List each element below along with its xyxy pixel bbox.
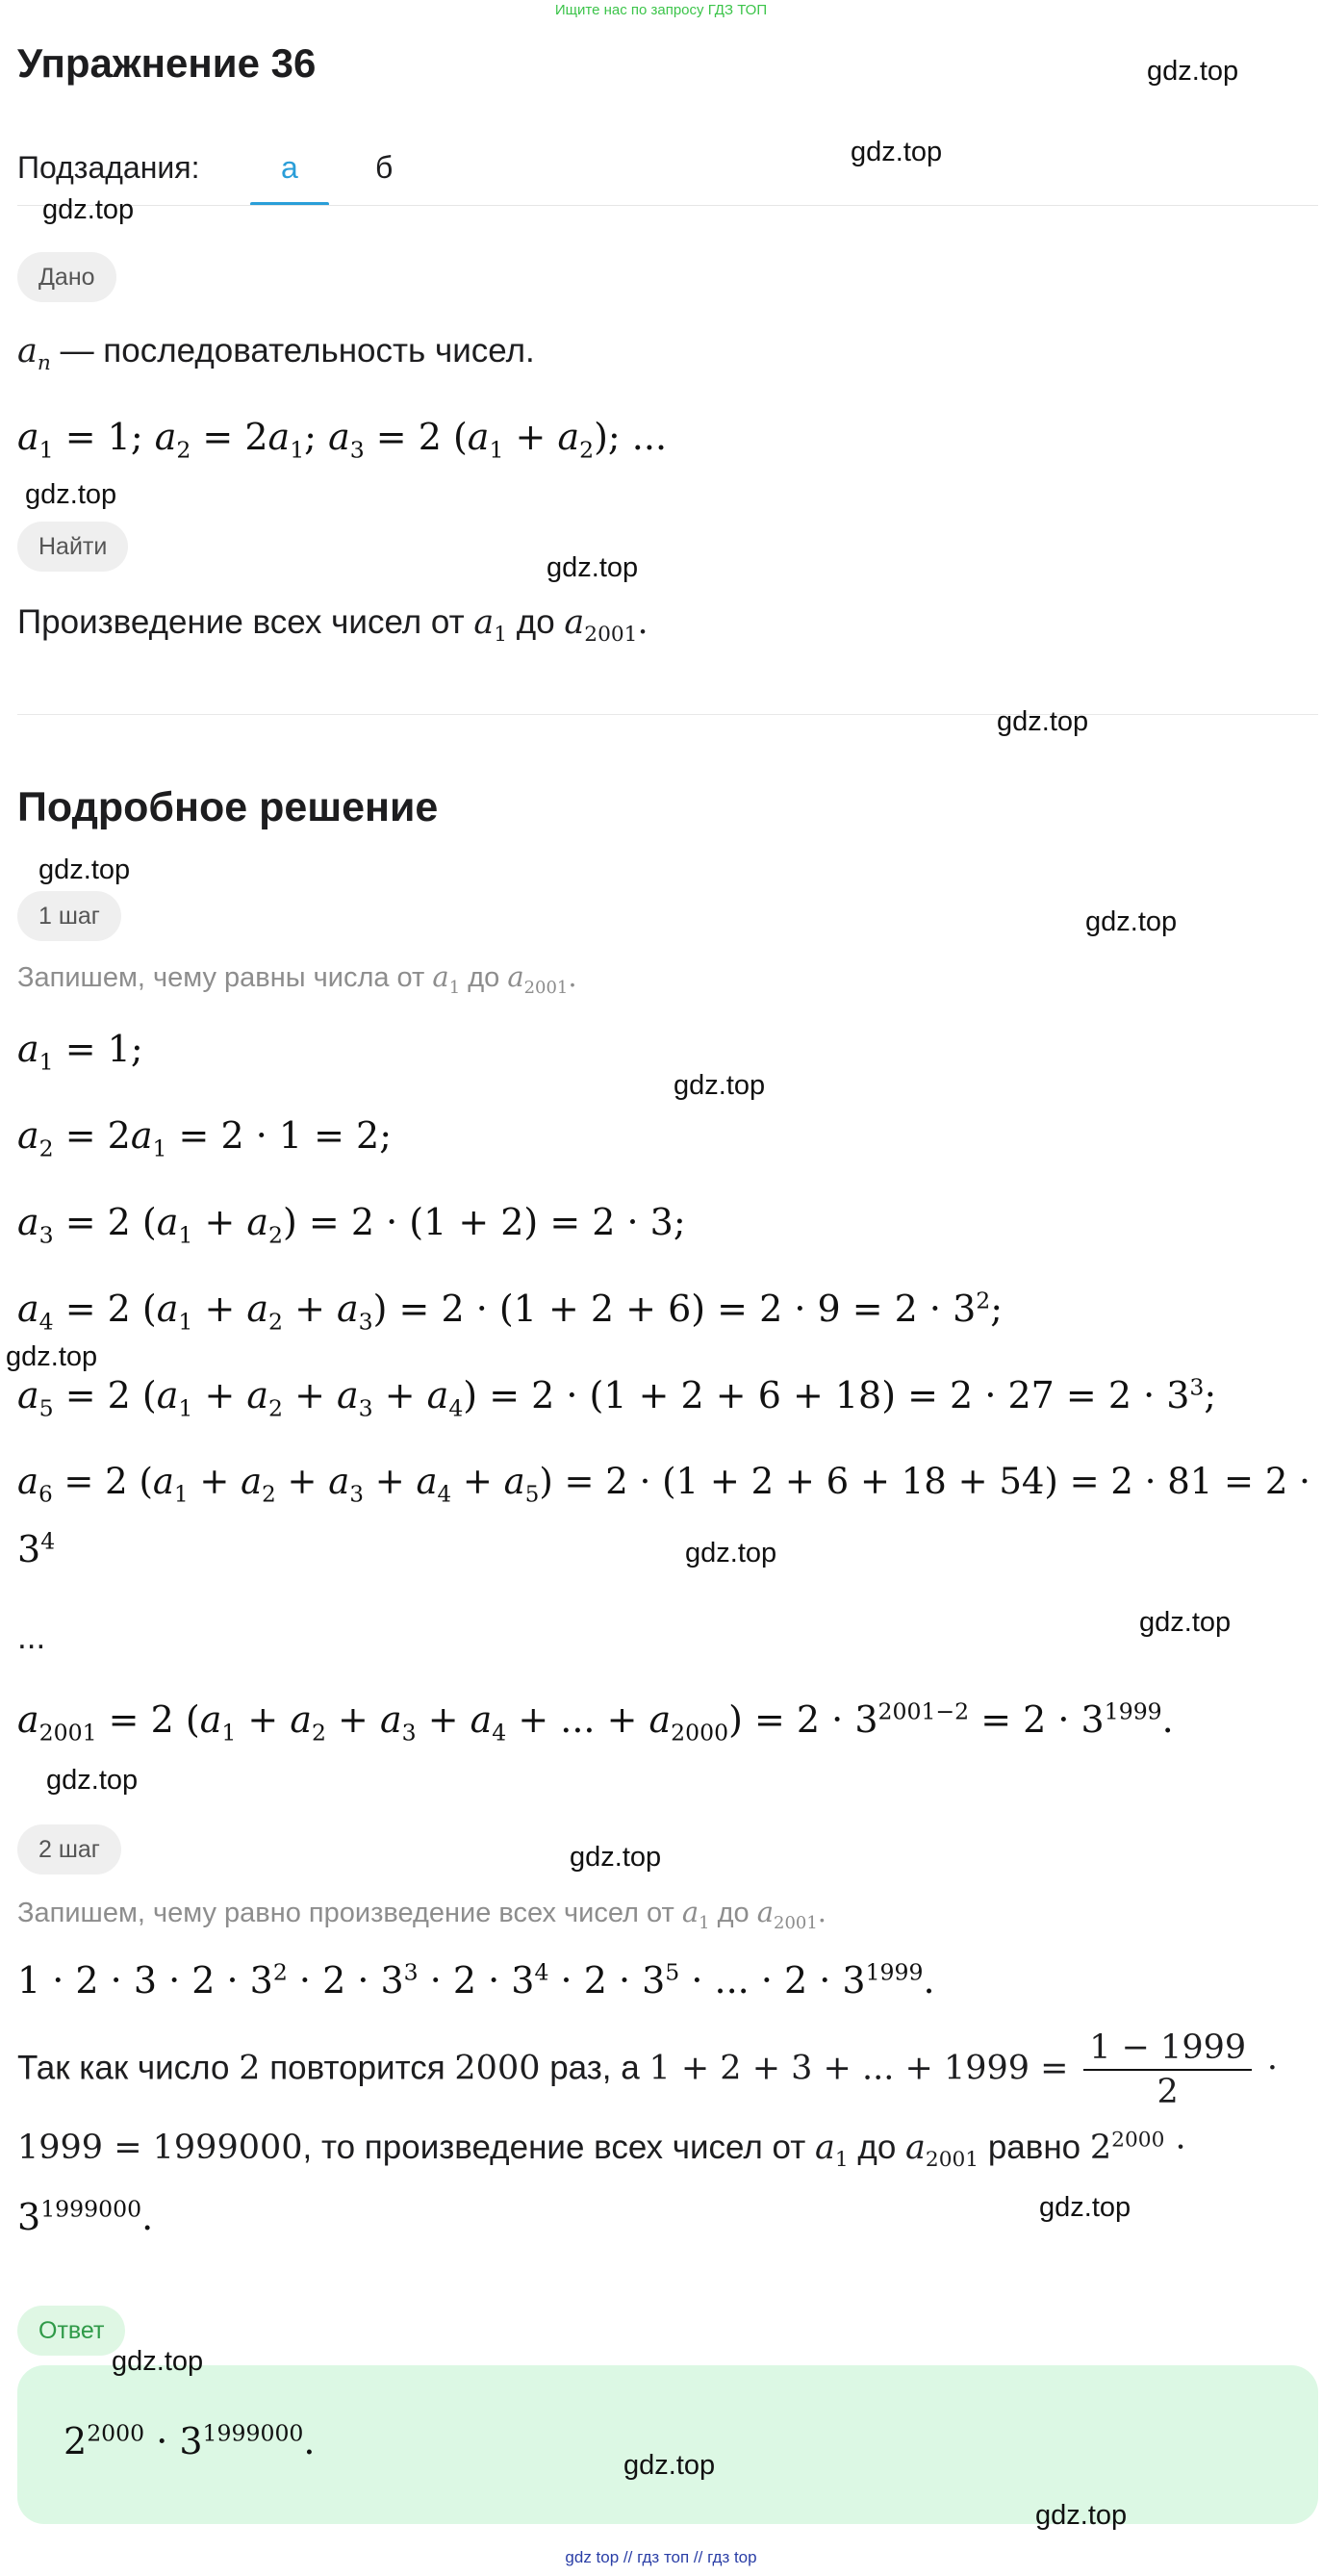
formula-a3: $a_3 = 2$ $(a_1 + a_2) = 2 \cdot (1 + 2) = 2 \cdot 3$;: [17, 1201, 686, 1249]
find-badge: Найти: [17, 522, 128, 572]
step2-text-prefix: Запишем, чему равно произведение всех чисел от: [17, 1898, 674, 1928]
tab-subtask-a[interactable]: а: [281, 150, 298, 185]
formula-a6: $a_6 = 2$ $(a_1 + a_2 + a_3 + a_4 + a_5) = 2 \cdot (1 + 2 + 6 + 18 + 54) = 2 \cdot 81 = 2$ ·: [17, 1461, 1310, 1508]
tabs-divider: [17, 205, 1318, 206]
math-a2001: $a_{2001}$.: [507, 960, 577, 998]
given-sequence-line: [17, 332, 535, 375]
step2-text-mid: до: [717, 1898, 750, 1928]
tab-subtask-b[interactable]: б: [375, 150, 394, 185]
find-line: [17, 603, 648, 647]
watermark: gdz.top: [112, 2346, 204, 2377]
top-search-hint[interactable]: Ищите нас по запросу ГДЗ ТОП: [554, 2, 768, 18]
watermark: gdz.top: [570, 1842, 662, 1873]
explain-sum-formula: 1 + 2 + 3 + ... + 1999 =: [648, 2049, 1069, 2088]
step1-badge: 1 шаг: [17, 891, 121, 941]
watermark: gdz.top: [1139, 1607, 1232, 1638]
math-a2001: $a_{2001}$.: [564, 603, 648, 647]
watermark: gdz.top: [851, 137, 943, 167]
formula-a4: $a_4 = 2$ $(a_1 + a_2 + a_3) = 2 \cdot (1 + 2 + 6) = 2 \cdot 9 = 2 \cdot 3^2$;: [17, 1287, 1004, 1336]
explain-fraction: $\frac{1 - 1999}{2}$: [1083, 2028, 1252, 2111]
math-a-n: $a_n$: [17, 332, 51, 375]
explain-line-3: $3^{1999000}$.: [17, 2195, 154, 2238]
explain-text-6: равно: [987, 2129, 1081, 2166]
subtasks-label: Подзадания:: [17, 150, 200, 185]
math-a2001: $a_{2001}$.: [756, 1896, 826, 1933]
explain-power-2: $2^{2000}$ ·: [1089, 2128, 1186, 2167]
step1-text: [17, 960, 577, 998]
watermark: gdz.top: [46, 1765, 139, 1796]
formula-a2: $a_2 = 2a_1 = 2 \cdot 1 = 2$;: [17, 1114, 393, 1162]
solution-title: Подробное решение: [17, 784, 439, 830]
math-a1: $a_1$: [473, 603, 508, 647]
given-badge: Дано: [17, 252, 116, 302]
watermark: gdz.top: [1147, 56, 1239, 87]
watermark: gdz.top: [1035, 2500, 1128, 2531]
explain-line-2: [17, 2128, 1186, 2172]
watermark: gdz.top: [674, 1070, 766, 1101]
watermark: gdz.top: [6, 1341, 98, 1372]
watermark: gdz.top: [623, 2450, 716, 2481]
explain-text-2: повторится: [269, 2049, 445, 2087]
explain-result: 1999 = 1999000: [17, 2129, 303, 2167]
explain-text-4: , то произведение всех чисел от: [302, 2129, 806, 2166]
formula-a1: $a_1 = 1$;: [17, 1028, 143, 1076]
math-a1: $a_1$: [681, 1896, 710, 1933]
explain-dot: ·: [1266, 2049, 1278, 2088]
step2-text: [17, 1896, 826, 1933]
page-title: Упражнение 36: [17, 40, 317, 86]
watermark: gdz.top: [685, 1538, 777, 1569]
math-a1: $a_1$: [432, 960, 461, 998]
watermark: gdz.top: [1039, 2192, 1131, 2223]
explain-text-5: до: [857, 2129, 897, 2166]
given-sequence-text: — последовательность чисел.: [60, 332, 535, 370]
watermark: gdz.top: [42, 194, 135, 225]
explain-text-1: Так как число: [17, 2049, 230, 2087]
section-divider: [17, 714, 1318, 715]
explain-number-2: 2: [239, 2049, 261, 2088]
math-a2001: $a_{2001}$: [905, 2129, 979, 2172]
answer-badge: Ответ: [17, 2306, 125, 2356]
watermark: gdz.top: [997, 706, 1089, 737]
answer-formula: $2^{2000} \cdot 3^{1999000}$.: [64, 2419, 316, 2462]
explain-text-3: раз, а: [549, 2049, 640, 2087]
step1-text-mid: до: [468, 962, 500, 993]
math-a1: $a_1$: [814, 2129, 849, 2172]
step2-badge: 2 шаг: [17, 1824, 121, 1875]
step1-text-prefix: Запишем, чему равны числа от: [17, 962, 425, 993]
footer-links[interactable]: gdz top // гдз топ // гдз top: [565, 2548, 757, 2566]
watermark: gdz.top: [1085, 906, 1178, 937]
find-text-prefix: Произведение всех чисел от: [17, 603, 465, 641]
formula-a2001: $a_{2001} = 2$ ($a_1 + a_2 + a_3 + a_4$ + ... + $a_{2000}) = 2 \cdot 3^{2001-2} = 2 \cdot 3^{1999}$.: [17, 1697, 1174, 1747]
watermark: gdz.top: [25, 479, 117, 510]
watermark: gdz.top: [547, 552, 639, 583]
formula-a6-continued: $3^4$: [17, 1527, 56, 1570]
formula-a5: $a_5 = 2$ $(a_1 + a_2 + a_3 + a_4) = 2 \cdot (1 + 2 + 6 + 18) = 2 \cdot 27 = 2 \cdot 3^3$;: [17, 1373, 1217, 1422]
explain-line-1: [17, 2028, 1278, 2111]
ellipsis: ...: [17, 1619, 46, 1656]
given-recurrence-formula: $a_1 = 1$; $a_2 = 2a_1$; $a_3 = 2$ $(a_1 + a_2)$; ...: [17, 416, 668, 464]
watermark: gdz.top: [38, 854, 131, 885]
formula-product: $1 \cdot 2 \cdot 3 \cdot 2 \cdot 3^2 \cdot 2 \cdot 3^3 \cdot 2 \cdot 3^4 \cdot 2 \cdot 3^5$ · ... · $2 \cdot 3^{1999}$.: [17, 1958, 935, 2002]
explain-count: 2000: [454, 2049, 541, 2088]
find-text-mid: до: [516, 603, 555, 641]
